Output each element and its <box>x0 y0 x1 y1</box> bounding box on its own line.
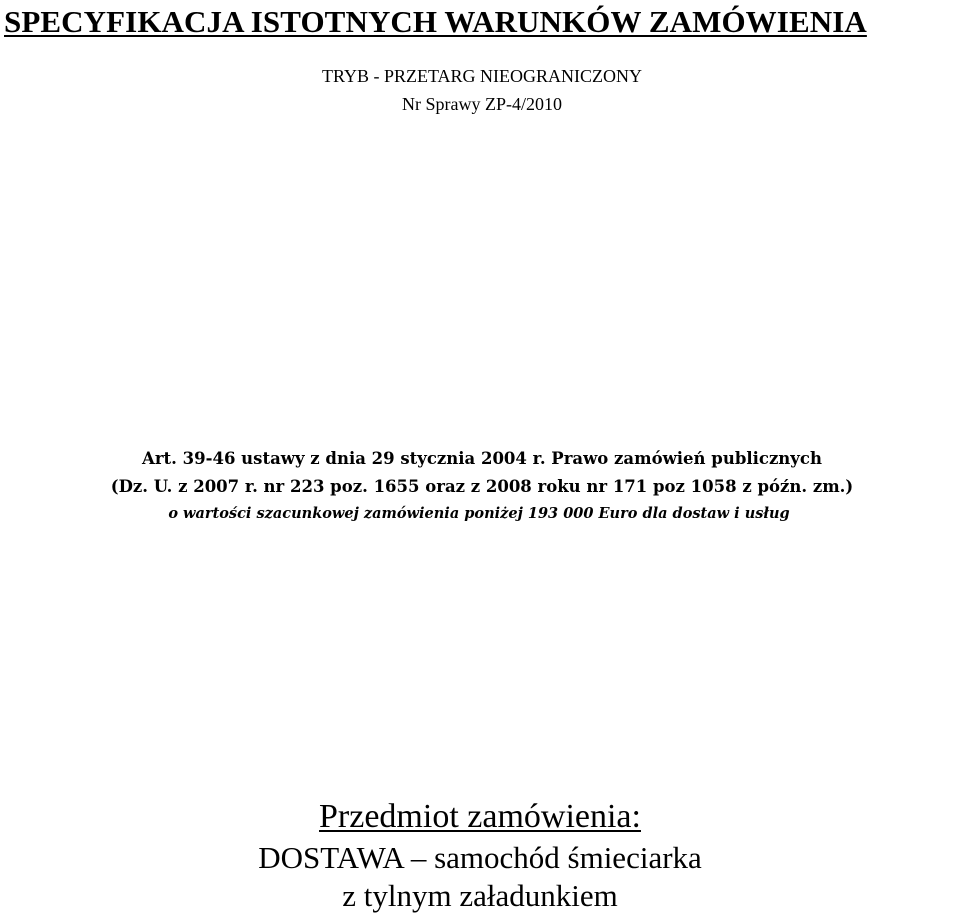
procurement-mode: TRYB - PRZETARG NIEOGRANICZONY <box>321 66 643 86</box>
subject-line-2: z tylnym załadunkiem <box>342 878 618 913</box>
legal-basis-line-1: Art. 39-46 ustawy z dnia 29 stycznia 2004 r. Prawo zamówień publicznych <box>142 449 822 468</box>
subject-line-1: DOSTAWA – samochód śmieciarka <box>258 840 702 875</box>
legal-basis-line-2: (Dz. U. z 2007 r. nr 223 poz. 1655 oraz z 2008 roku nr 171 poz 1058 z późn. zm.) <box>110 477 854 496</box>
case-number: Nr Sprawy ZP-4/2010 <box>402 94 562 114</box>
estimated-value-note: o wartości szacunkowej zamówienia poniżej 193 000 Euro dla dostaw i usług <box>168 505 790 522</box>
subject-heading: Przedmiot zamówienia: <box>319 798 641 835</box>
document-title: SPECYFIKACJA ISTOTNYCH WARUNKÓW ZAMÓWIENIA <box>4 4 867 39</box>
